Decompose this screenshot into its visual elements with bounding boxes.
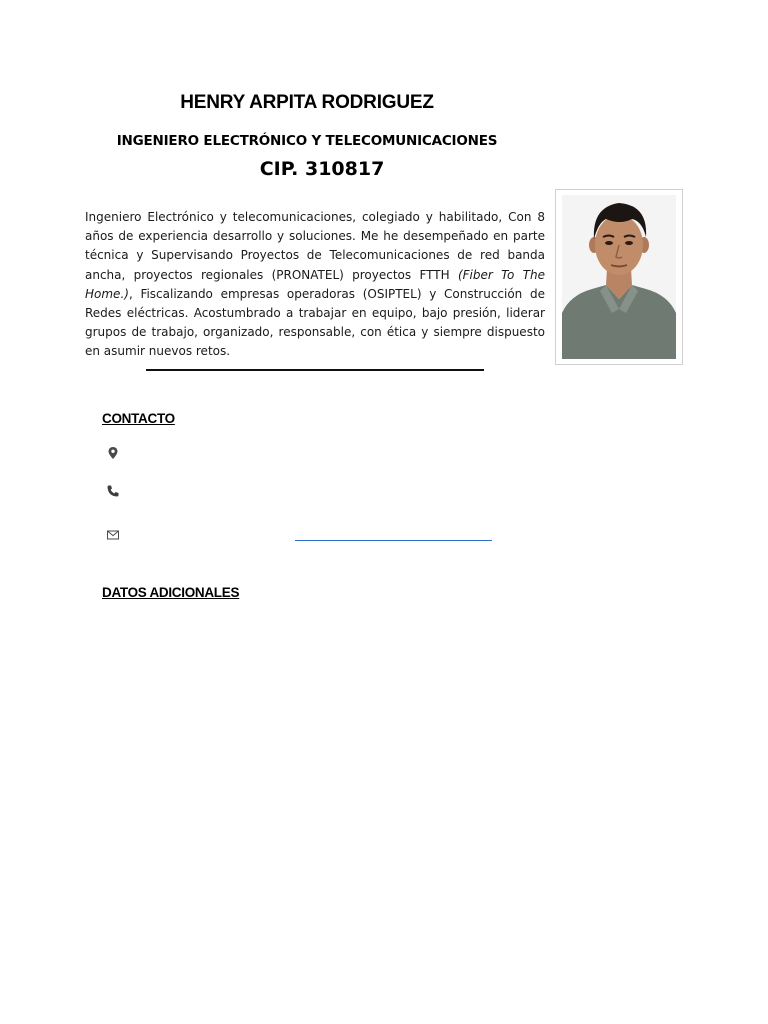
summary-text-start: Ingeniero Electrónico y telecomunicaciones, colegiado y habilitado, Con 8 años de experiencia desarrollo y soluciones. Me he desempeñado en parte técnica y Supervisando Proyectos de Telecomunicaciones de red banda ancha, proyectos regionales (PRONATEL) proyectos FTTH	[85, 210, 545, 282]
additional-data-section-title: DATOS ADICIONALES	[102, 585, 240, 600]
profile-photo-image	[562, 195, 676, 359]
email-link[interactable]	[295, 526, 492, 541]
location-pin-icon	[106, 446, 120, 460]
cip-number: CIP. 310817	[259, 158, 385, 180]
profile-photo-frame	[555, 189, 683, 365]
profile-photo	[562, 195, 676, 359]
mail-icon	[106, 528, 120, 542]
phone-icon	[106, 484, 120, 498]
contact-section-title: CONTACTO	[102, 411, 175, 426]
summary-text-italic: (Fiber To The Home.)	[85, 267, 545, 301]
profession-title: INGENIERO ELECTRÓNICO Y TELECOMUNICACIONES	[116, 133, 498, 149]
professional-summary	[85, 208, 545, 362]
separator-line	[146, 369, 484, 371]
candidate-name: HENRY ARPITA RODRIGUEZ	[180, 92, 434, 113]
summary-text-end: , Fiscalizando empresas operadoras (OSIPTEL) y Construcción de Redes eléctricas. Acostumbrado a trabajar en equipo, bajo presión, liderar grupos de trabajo, organizado, responsable, con ética y siempre dispuesto en asumir nuevos retos.	[85, 286, 545, 359]
